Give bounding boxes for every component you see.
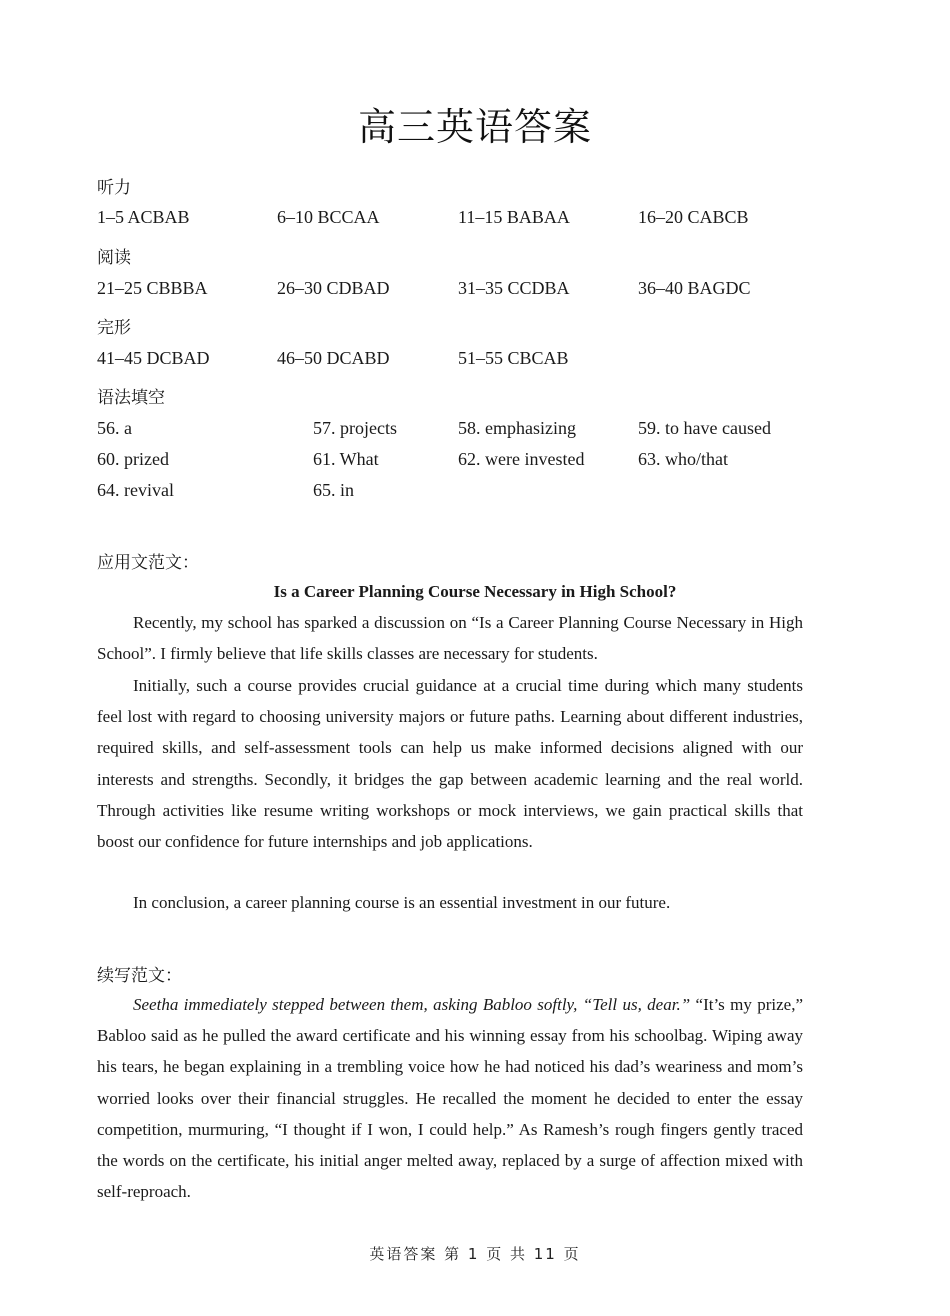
page-title: 高三英语答案 xyxy=(357,105,592,149)
essay-title: Is a Career Planning Course Necessary in High School? xyxy=(273,582,677,601)
grammar-answer: 56. a xyxy=(97,418,132,438)
answer-group: 16–20 CABCB xyxy=(638,207,749,227)
answer-row-reading xyxy=(0,278,950,302)
continuation-text: “It’s my prize,” Babloo said as he pulled the award certificate and his winning essay from his schoolbag. Wiping away his tears, he began explaining in a trembling voice how he had noticed his dad’s weariness and mom’s worried looks over their financial struggles. He recalled the moment he decided to enter the essay competition, murmuring, “I thought if I won, I could help.” As Ramesh’s rough fingers gently traced the words on the certificate, his initial anger melted away, replaced by a surge of affection mixed with self-reproach. xyxy=(97,995,803,1202)
essay-paragraph: Initially, such a course provides crucial guidance at a crucial time during which many students feel lost with regard to choosing university majors or future paths. Learning about different industries, required skills, and self-assessment tools can help us make informed decisions aligned with our interests and strengths. Secondly, it bridges the gap between academic learning and the real world. Through activities like resume writing workshops or mock interviews, we gain practical skills that boost our confidence for future internships and job applications. xyxy=(97,676,803,852)
grammar-answer: 63. who/that xyxy=(638,449,728,469)
section-label-applied-writing: 应用文范文： xyxy=(97,553,199,573)
grammar-answer: 65. in xyxy=(313,480,355,500)
answer-group: 26–30 CDBAD xyxy=(277,278,390,298)
answer-group: 1–5 ACBAB xyxy=(97,207,190,227)
grammar-answer: 61. What xyxy=(313,449,379,469)
grammar-answer: 59. to have caused xyxy=(638,418,771,438)
section-label-cloze: 完形 xyxy=(97,318,131,338)
essay-paragraph: Recently, my school has sparked a discussion on “Is a Career Planning Course Necessary in High School”. I firmly believe that life skills classes are necessary for students. xyxy=(97,613,803,664)
answer-group: 36–40 BAGDC xyxy=(638,278,751,298)
section-label-listening: 听力 xyxy=(97,178,131,198)
grammar-answer: 60. prized xyxy=(97,449,169,469)
answer-group: 11–15 BABAA xyxy=(458,207,570,227)
continuation-paragraph xyxy=(97,989,803,1207)
answer-row-grammar xyxy=(0,480,950,504)
answer-row-listening xyxy=(0,207,950,231)
answer-group: 21–25 CBBBA xyxy=(97,278,208,298)
answer-group: 6–10 BCCAA xyxy=(277,207,380,227)
grammar-answer: 57. projects xyxy=(313,418,397,438)
answer-group: 41–45 DCBAD xyxy=(97,348,210,368)
answer-row-grammar xyxy=(0,449,950,473)
answer-row-grammar xyxy=(0,418,950,442)
answer-group: 51–55 CBCAB xyxy=(458,348,569,368)
section-label-grammar: 语法填空 xyxy=(97,388,165,408)
answer-row-cloze xyxy=(0,348,950,372)
answer-group: 31–35 CCDBA xyxy=(458,278,570,298)
grammar-answer: 62. were invested xyxy=(458,449,585,469)
section-label-continuation-writing: 续写范文： xyxy=(97,966,182,986)
continuation-lead-italic: Seetha immediately stepped between them, asking Babloo softly, “Tell us, dear.” xyxy=(133,995,691,1014)
page-footer: 英语答案 第 1 页 共 11 页 xyxy=(369,1245,581,1263)
section-label-reading: 阅读 xyxy=(97,248,131,268)
answer-group: 46–50 DCABD xyxy=(277,348,390,368)
grammar-answer: 58. emphasizing xyxy=(458,418,576,438)
essay-paragraph: In conclusion, a career planning course is an essential investment in our future. xyxy=(133,893,671,912)
grammar-answer: 64. revival xyxy=(97,480,174,500)
